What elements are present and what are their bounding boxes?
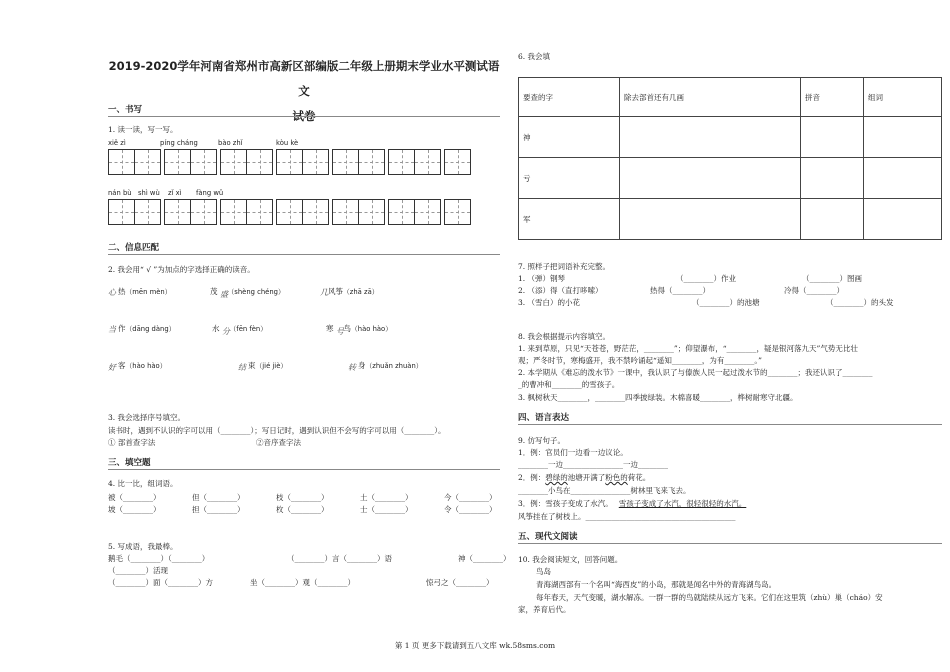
q6-prompt: 6. 我会填	[518, 52, 551, 61]
q8-line[interactable]: 2. 本学期从《难忘的泼水节》一课中，我认识了与傣族人民一起过泼水节的________；我还认识了________	[518, 368, 873, 377]
q2-word-suffix: 鸟	[343, 324, 351, 333]
q9-prompt: 9. 仿写句子。	[518, 436, 566, 445]
section-divider	[518, 543, 942, 544]
q7-item[interactable]: 热得（________）	[650, 286, 710, 295]
q3-option-1: ① 部首查字法	[108, 438, 156, 447]
writing-box[interactable]	[444, 199, 471, 225]
q8-line[interactable]: 1. 来到草原，只见“天苍苍，野茫茫，________”；仰望瀑布，“________，疑是银河落九天”气势无比壮	[518, 344, 858, 353]
q2-reading: （zhuǎn zhuàn）	[365, 362, 423, 370]
writing-box[interactable]	[414, 199, 441, 225]
writing-box[interactable]	[108, 199, 135, 225]
writing-box[interactable]	[444, 149, 471, 175]
q1-writing-grid-row-2[interactable]	[108, 199, 474, 225]
q2-reading: （hào hào）	[125, 362, 167, 370]
writing-box[interactable]	[246, 199, 273, 225]
q5-prompt: 5. 写成语，我最棒。	[108, 542, 178, 551]
q2-item-3[interactable]: 几 风筝（zhā zā）	[320, 287, 379, 297]
q2-word: 茂	[210, 287, 218, 296]
q2-word: 水	[212, 324, 220, 333]
pinyin: kòu kè	[276, 139, 299, 147]
q8-prompt: 8. 我会根据提示内容填空。	[518, 332, 611, 341]
q9-blank-1[interactable]: ________一边________________一边________	[518, 460, 668, 469]
q2-word: 寒	[326, 324, 334, 333]
q2-reading: （zhā zā）	[343, 288, 379, 296]
q5-idiom[interactable]: （________）面（________）方	[108, 578, 213, 587]
q6-char: 军	[519, 199, 620, 240]
q2-prompt: 2. 我会用“ √ ”为加点的字选择正确的读音。	[108, 265, 255, 274]
section-divider	[518, 424, 942, 425]
section-expression: 四、语言表达	[518, 413, 570, 423]
q7-item[interactable]: （________）的池塘	[692, 298, 760, 307]
writing-box[interactable]	[332, 149, 359, 175]
q5-idiom[interactable]: 坐（________）观（________）	[250, 578, 355, 587]
q2-item-9[interactable]: 转 身（zhuǎn zhuàn）	[348, 361, 423, 372]
q9-wavy-phrase: 粉色的	[605, 473, 628, 482]
q9-text: 池塘开满了	[567, 473, 606, 482]
writing-box[interactable]	[302, 149, 329, 175]
section-divider	[108, 116, 500, 117]
writing-box[interactable]	[388, 149, 415, 175]
q6-cell[interactable]	[801, 158, 864, 199]
writing-box[interactable]	[190, 199, 217, 225]
q2-word: 客	[118, 361, 126, 370]
writing-box[interactable]	[220, 149, 247, 175]
title-line-1: 2019-2020学年河南省郑州市高新区部编版二年级上册期末学业水平测试语文	[108, 59, 500, 98]
q1-pinyin-row-2	[108, 189, 236, 197]
q5-idiom[interactable]: （________）活现	[108, 566, 168, 575]
q5-idiom[interactable]: 惊弓之（________）	[426, 578, 494, 587]
pinyin: xiě zì	[108, 139, 126, 147]
writing-box[interactable]	[414, 149, 441, 175]
q2-item-7[interactable]: 好 客（hào hào）	[108, 361, 167, 372]
q6-header: 拼音	[801, 78, 864, 117]
writing-box[interactable]	[108, 149, 135, 175]
writing-box[interactable]	[164, 199, 191, 225]
q2-reading: （hào hào）	[351, 325, 393, 333]
q4-prompt: 4. 比一比，组词语。	[108, 479, 178, 488]
q9-example-2	[518, 473, 650, 483]
q9-example-3	[518, 499, 746, 509]
title-line-2: 试卷	[292, 109, 316, 123]
q1-pinyin-row-1	[108, 139, 328, 147]
q9-example-label: 3．例：雪孩子变成了水汽。	[518, 499, 613, 508]
pinyin: shì wù	[138, 189, 160, 197]
writing-box[interactable]	[388, 199, 415, 225]
q2-reading: （fēn fèn）	[229, 325, 268, 333]
q6-cell[interactable]	[864, 199, 942, 240]
q6-char: 亏	[519, 158, 620, 199]
q4-item[interactable]: 士（________）	[360, 505, 413, 514]
q4-item[interactable]: 担（________）	[192, 505, 245, 514]
section-divider	[108, 254, 500, 255]
q9-example-label: 2．例：	[518, 473, 546, 482]
pinyin: fàng wǔ	[196, 189, 224, 197]
section-divider	[108, 469, 500, 470]
q6-header: 要查的字	[519, 78, 620, 117]
q7-item: 2. （添）得（直打哆嗦）	[518, 286, 603, 295]
writing-box[interactable]	[134, 149, 161, 175]
q2-word: 身	[358, 361, 366, 370]
q5-idiom[interactable]: 神（________）	[458, 554, 511, 563]
writing-box[interactable]	[302, 199, 329, 225]
section-info-match: 二、信息匹配	[108, 243, 160, 253]
q4-item[interactable]: 但（________）	[192, 493, 245, 502]
q9-blank-2[interactable]: ________小鸟在________________树林里飞来飞去。	[518, 486, 691, 495]
q9-text: 荷花。	[627, 473, 651, 482]
exam-title	[108, 54, 500, 129]
q6-cell[interactable]	[864, 158, 942, 199]
q6-table	[518, 77, 942, 240]
q10-passage-title: 鸟岛	[536, 567, 551, 576]
q2-word: 束	[248, 361, 256, 370]
pinyin: nán bù	[108, 189, 132, 197]
q4-item[interactable]: 被（________）	[108, 493, 161, 502]
section-writing: 一、书写	[108, 105, 143, 115]
q4-item[interactable]: 土（________）	[360, 493, 413, 502]
section-fill-blank: 三、填空题	[108, 458, 151, 468]
q2-item-8[interactable]: 结 束（jié jiè）	[238, 361, 288, 372]
q10-paragraph: 每年春天，天气变暖，湖水解冻。一群一群的鸟就陆续从远方飞来。它们在这里筑（zhù）巢（cháo）安	[536, 593, 883, 602]
q10-paragraph: 家，养育后代。	[518, 605, 571, 614]
q5-idiom[interactable]: （________）言（________）语	[287, 554, 392, 563]
q2-reading: （dāng dàng）	[125, 325, 176, 333]
q6-cell[interactable]	[620, 117, 801, 158]
q4-item[interactable]: 枝（________）	[276, 493, 329, 502]
q7-item[interactable]: （________）的头发	[826, 298, 894, 307]
q10-paragraph: 青海湖西部有一个名叫“海西皮”的小岛，那就是闻名中外的青海湖鸟岛。	[536, 580, 777, 589]
q4-item[interactable]: 坡（________）	[108, 505, 161, 514]
q2-item-5[interactable]: 水 分 （fēn fèn）	[212, 324, 268, 336]
q6-char: 神	[519, 117, 620, 158]
q9-example-1: 1．例：官员们一边看一边议论。	[518, 448, 628, 457]
q2-reading: （shèng chéng）	[227, 288, 285, 296]
q8-line[interactable]: 观；严冬时节，寒梅盛开，我不禁吟诵起“遥知________，为有________。”	[518, 356, 762, 365]
q4-item[interactable]: 枚（________）	[276, 505, 329, 514]
pinyin: bào zhǐ	[218, 139, 243, 147]
q3-line[interactable]: 读书时，遇到不认识的字可以用（________）；写日记时，遇到认识但不会写的字可以用（________）。	[108, 426, 446, 435]
q6-cell[interactable]	[801, 117, 864, 158]
q7-item: 1. （弹）钢琴	[518, 274, 566, 283]
q8-line[interactable]: _的曹冲和________的雪孩子。	[518, 380, 620, 389]
pinyin: píng cháng	[160, 139, 198, 147]
q5-idiom[interactable]: 鹅毛（________）（________）	[108, 554, 210, 563]
q2-reading: （mēn mèn）	[125, 288, 172, 296]
writing-box[interactable]	[246, 149, 273, 175]
writing-box[interactable]	[164, 149, 191, 175]
writing-box[interactable]	[190, 149, 217, 175]
q1-writing-grid-row-1[interactable]	[108, 149, 474, 175]
q7-item[interactable]: （________）图画	[802, 274, 862, 283]
q2-word: 作	[118, 324, 126, 333]
q7-item[interactable]: 冷得（________）	[784, 286, 844, 295]
writing-box[interactable]	[220, 199, 247, 225]
pinyin: zǐ xì	[168, 189, 182, 197]
q7-item: 3. （雪白）的小花	[518, 298, 581, 307]
q2-item-2[interactable]: 茂 盛 （shèng chéng）	[210, 287, 285, 299]
page-footer: 第 1 页 更多下载请到五八文库 wk.58sms.com	[394, 641, 556, 650]
writing-box[interactable]	[358, 149, 385, 175]
q9-blank-3[interactable]: 风筝挂在了树枝上。________________________________________	[518, 512, 736, 521]
q6-header: 组词	[864, 78, 942, 117]
q6-cell[interactable]	[864, 117, 942, 158]
q2-item-6[interactable]: 寒 号 鸟（hào hào）	[326, 324, 393, 336]
writing-box[interactable]	[134, 199, 161, 225]
q9-underlined-phrase: 雪孩子变成了水汽，很轻很轻的水汽。	[618, 499, 747, 508]
q3-option-2: ②音序查字法	[256, 438, 301, 447]
writing-box[interactable]	[276, 199, 303, 225]
q9-wavy-phrase: 碧绿的	[545, 473, 568, 482]
q2-word: 热	[118, 287, 126, 296]
q6-cell[interactable]	[801, 199, 864, 240]
q6-cell[interactable]	[620, 158, 801, 199]
q10-prompt: 10. 我会阅读短文，回答问题。	[518, 555, 623, 564]
q7-prompt: 7. 照样子把词语补充完整。	[518, 262, 611, 271]
q4-item[interactable]: 令（________）	[444, 505, 497, 514]
q2-reading: （jié jiè）	[255, 362, 288, 370]
q8-line[interactable]: 3. 枫树秋天________，________四季披绿装。木棉喜暖________，桦树耐寒守北疆。	[518, 393, 798, 402]
q2-item-4[interactable]: 当 作（dāng dàng）	[108, 324, 176, 334]
q6-cell[interactable]	[620, 199, 801, 240]
q6-header: 除去部首还有几画	[620, 78, 801, 117]
section-reading: 五、现代文阅读	[518, 532, 578, 542]
q7-item[interactable]: （________）作业	[676, 274, 736, 283]
q1-prompt: 1. 读一读，写一写。	[108, 125, 178, 134]
q3-prompt: 3. 我会选择序号填空。	[108, 413, 186, 422]
writing-box[interactable]	[358, 199, 385, 225]
writing-box[interactable]	[332, 199, 359, 225]
q2-word: 风筝	[328, 287, 343, 296]
q2-item-1[interactable]: 心 热（mēn mèn）	[108, 287, 172, 297]
writing-box[interactable]	[276, 149, 303, 175]
q4-item[interactable]: 今（________）	[444, 493, 497, 502]
